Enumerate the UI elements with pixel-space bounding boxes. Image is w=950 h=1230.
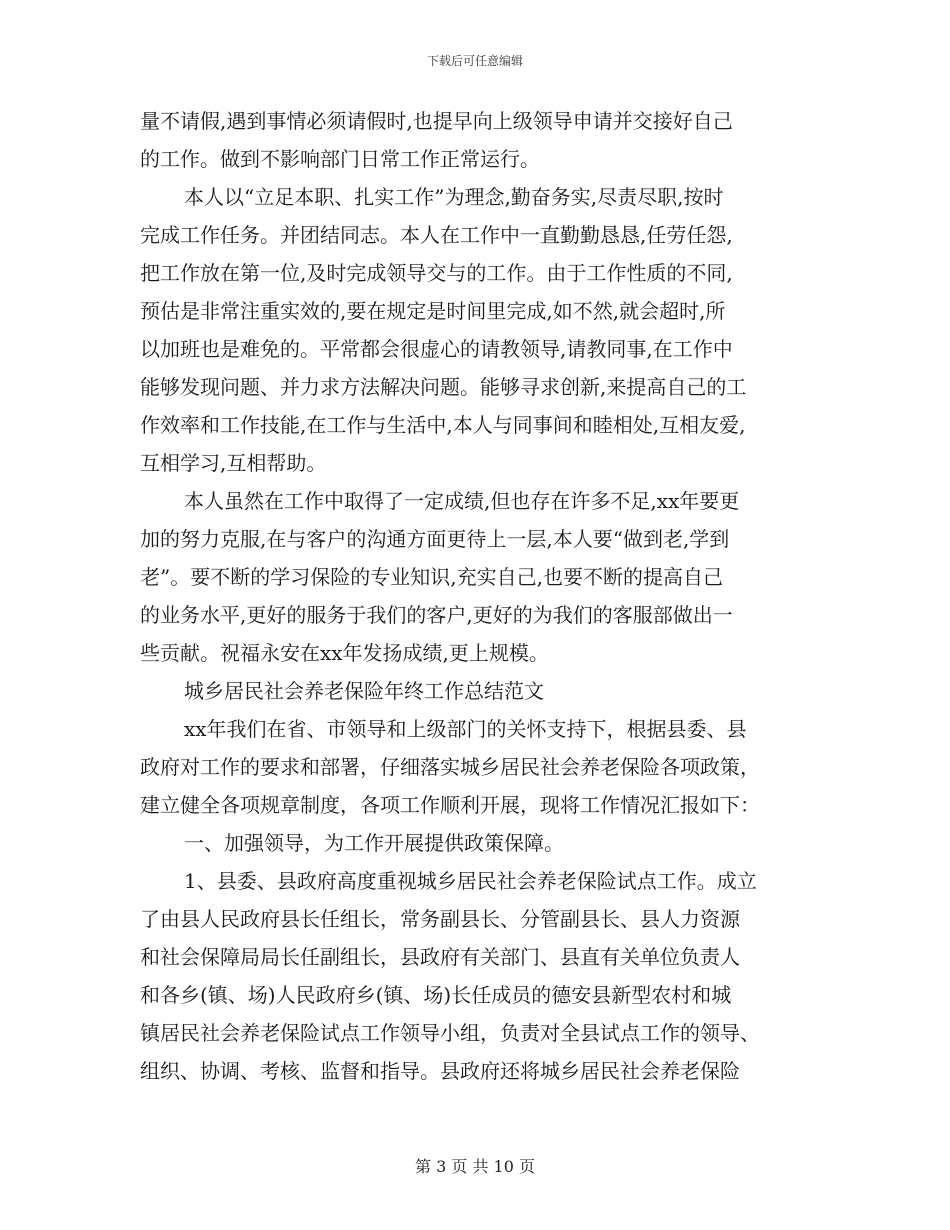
text-line-26: 组织、协调、考核、监督和指导。县政府还将城乡居民社会养老保险 bbox=[140, 1059, 740, 1083]
text-line-8: 能够发现问题、并力求方法解决问题。能够寻求创新,来提高自己的工 bbox=[140, 375, 747, 399]
page-header-note: 下载后可任意编辑 bbox=[426, 54, 523, 68]
text-line-7: 以加班也是难免的。平常都会很虚心的请教领导,请教同事,在工作中 bbox=[140, 337, 733, 361]
text-line-3: 本人以“立足本职、扎实工作”为理念,勤奋务实,尽责尽职,按时 bbox=[184, 185, 724, 209]
text-line-5: 把工作放在第一位,及时完成领导交与的工作。由于工作性质的不同, bbox=[140, 261, 733, 285]
section-title: 城乡居民社会养老保险年终工作总结范文 bbox=[184, 679, 544, 703]
text-line-22: 了由县人民政府县长任组长，常务副县长、分管副县长、县人力资源 bbox=[140, 907, 740, 931]
text-line-25: 镇居民社会养老保险试点工作领导小组，负责对全县试点工作的领导、 bbox=[140, 1021, 760, 1045]
text-line-11: 本人虽然在工作中取得了一定成绩,但也存在许多不足,xx年要更 bbox=[184, 489, 740, 513]
text-line-15: 些贡献。祝福永安在xx年发扬成绩,更上规模。 bbox=[140, 641, 549, 665]
text-line-12: 加的努力克服,在与客户的沟通方面更待上一层,本人要“做到老,学到 bbox=[140, 527, 730, 551]
text-line-14: 的业务水平,更好的服务于我们的客户,更好的为我们的客服部做出一 bbox=[140, 603, 733, 627]
text-line-21: 1、县委、县政府高度重视城乡居民社会养老保险试点工作。成立 bbox=[184, 869, 757, 893]
text-line-24: 和各乡(镇、场)人民政府乡(镇、场)长任成员的德安县新型农村和城 bbox=[140, 983, 732, 1007]
text-line-23: 和社会保障局局长任副组长，县政府有关部门、县直有关单位负责人 bbox=[140, 945, 740, 969]
text-line-19: 建立健全各项规章制度，各项工作顺利开展，现将工作情况汇报如下： bbox=[140, 793, 760, 817]
document-body bbox=[140, 102, 812, 1090]
text-line-2: 的工作。做到不影响部门日常工作正常运行。 bbox=[140, 147, 540, 171]
text-line-18: 政府对工作的要求和部署，仔细落实城乡居民社会养老保险各项政策， bbox=[140, 755, 760, 779]
text-line-9: 作效率和工作技能,在工作与生活中,本人与同事间和睦相处,互相友爱, bbox=[140, 413, 746, 437]
text-line-13: 老”。要不断的学习保险的专业知识,充实自己,也要不断的提高自己 bbox=[140, 565, 723, 589]
text-line-6: 预估是非常注重实效的,要在规定是时间里完成,如不然,就会超时,所 bbox=[140, 299, 726, 323]
text-line-1: 量不请假,遇到事情必须请假时,也提早向上级领导申请并交接好自己 bbox=[140, 109, 733, 133]
text-line-10: 互相学习,互相帮助。 bbox=[140, 451, 327, 475]
text-line-20: 一、加强领导，为工作开展提供政策保障。 bbox=[184, 831, 564, 855]
text-line-17: xx年我们在省、市领导和上级部门的关怀支持下，根据县委、县 bbox=[184, 717, 747, 741]
page-number: 第 3 页 共 10 页 bbox=[415, 1157, 535, 1176]
text-line-4: 完成工作任务。并团结同志。本人在工作中一直勤勤恳恳,任劳任怨, bbox=[140, 223, 733, 247]
